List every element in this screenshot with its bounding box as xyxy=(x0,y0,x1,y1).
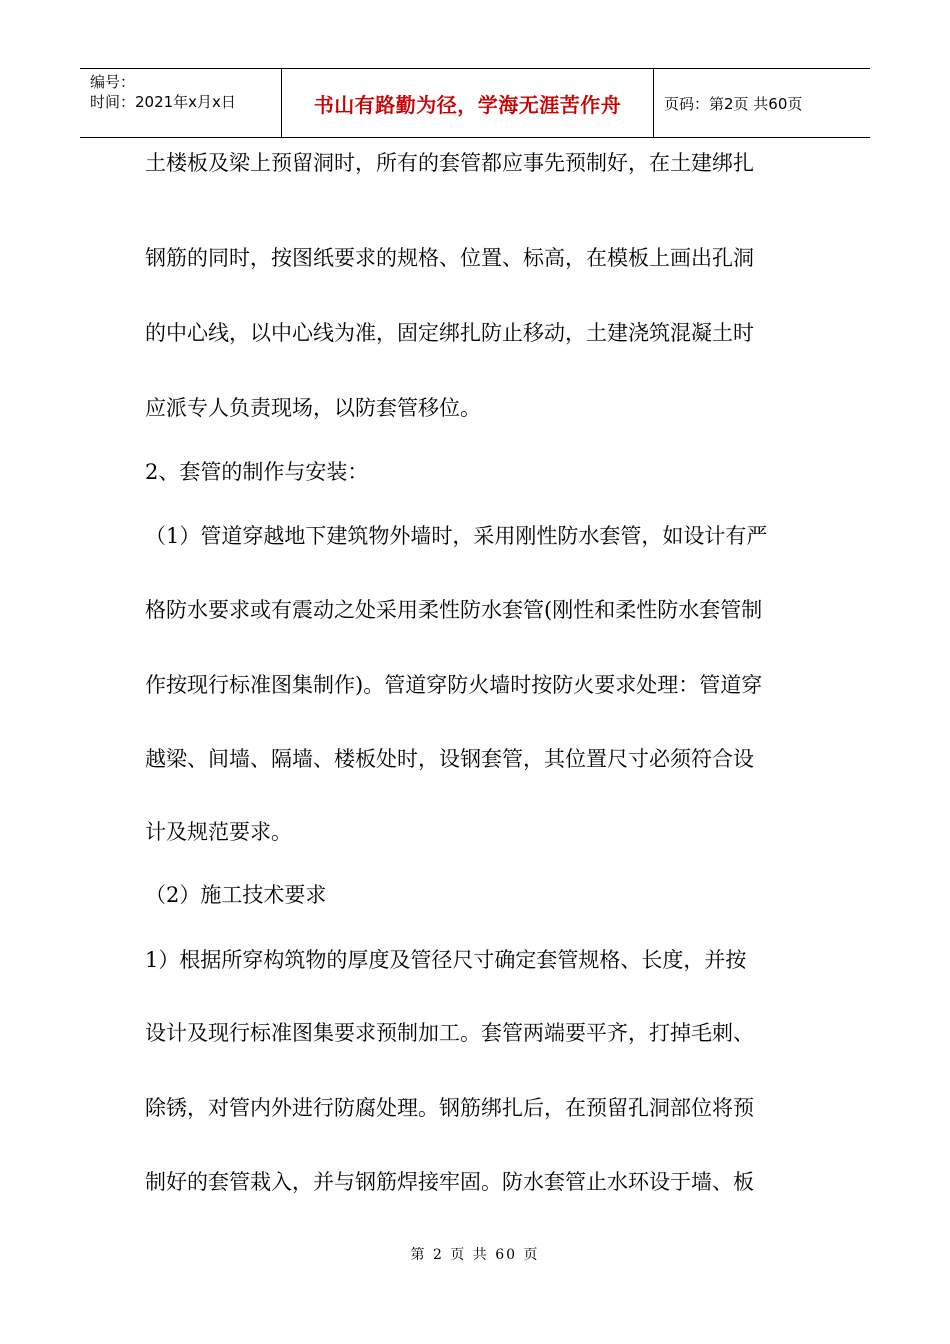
page-header xyxy=(80,68,870,138)
header-motto: 书山有路勤为径，学海无涯苦作舟 xyxy=(313,92,622,117)
body-line: 作按现行标准图集制作)。管道穿防火墙时按防火要求处理：管道穿 xyxy=(145,673,763,697)
body-line: （1）管道穿越地下建筑物外墙时，采用刚性防水套管，如设计有严 xyxy=(145,524,768,548)
body-line: 钢筋的同时，按图纸要求的规格、位置、标高，在模板上画出孔洞 xyxy=(145,246,754,270)
document-date: 时间：2021年x月x日 xyxy=(90,93,236,111)
section-heading: 2、套管的制作与安装： xyxy=(145,460,369,484)
body-line: 除锈，对管内外进行防腐处理。钢筋绑扎后，在预留孔洞部位将预 xyxy=(145,1096,754,1120)
header-page-cell xyxy=(654,69,870,137)
body-line: 制好的套管栽入，并与钢筋焊接牢固。防水套管止水环设于墙、板 xyxy=(145,1170,754,1194)
page-footer: 第 2 页 共 60 页 xyxy=(410,1247,540,1263)
subsection-heading: （2）施工技术要求 xyxy=(145,883,327,907)
body-line: 的中心线，以中心线为准，固定绑扎防止移动，土建浇筑混凝土时 xyxy=(145,321,754,345)
body-line: 设计及现行标准图集要求预制加工。套管两端要平齐，打掉毛刺、 xyxy=(145,1021,754,1045)
document-number-label: 编号： xyxy=(90,73,136,91)
body-line: 土楼板及梁上预留洞时，所有的套管都应事先预制好，在土建绑扎 xyxy=(145,151,754,175)
body-line: 应派专人负责现场，以防套管移位。 xyxy=(145,396,481,420)
body-line: 1）根据所穿构筑物的厚度及管径尺寸确定套管规格、长度，并按 xyxy=(145,948,747,972)
header-meta xyxy=(80,69,282,137)
header-motto-cell xyxy=(282,69,654,137)
body-line: 计及规范要求。 xyxy=(145,820,292,844)
body-line: 越梁、间墙、隔墙、楼板处时，设钢套管，其位置尺寸必须符合设 xyxy=(145,747,754,771)
header-page-info: 页码：第2页 共60页 xyxy=(664,94,803,113)
body-line: 格防水要求或有震动之处采用柔性防水套管(刚性和柔性防水套管制 xyxy=(145,598,763,622)
